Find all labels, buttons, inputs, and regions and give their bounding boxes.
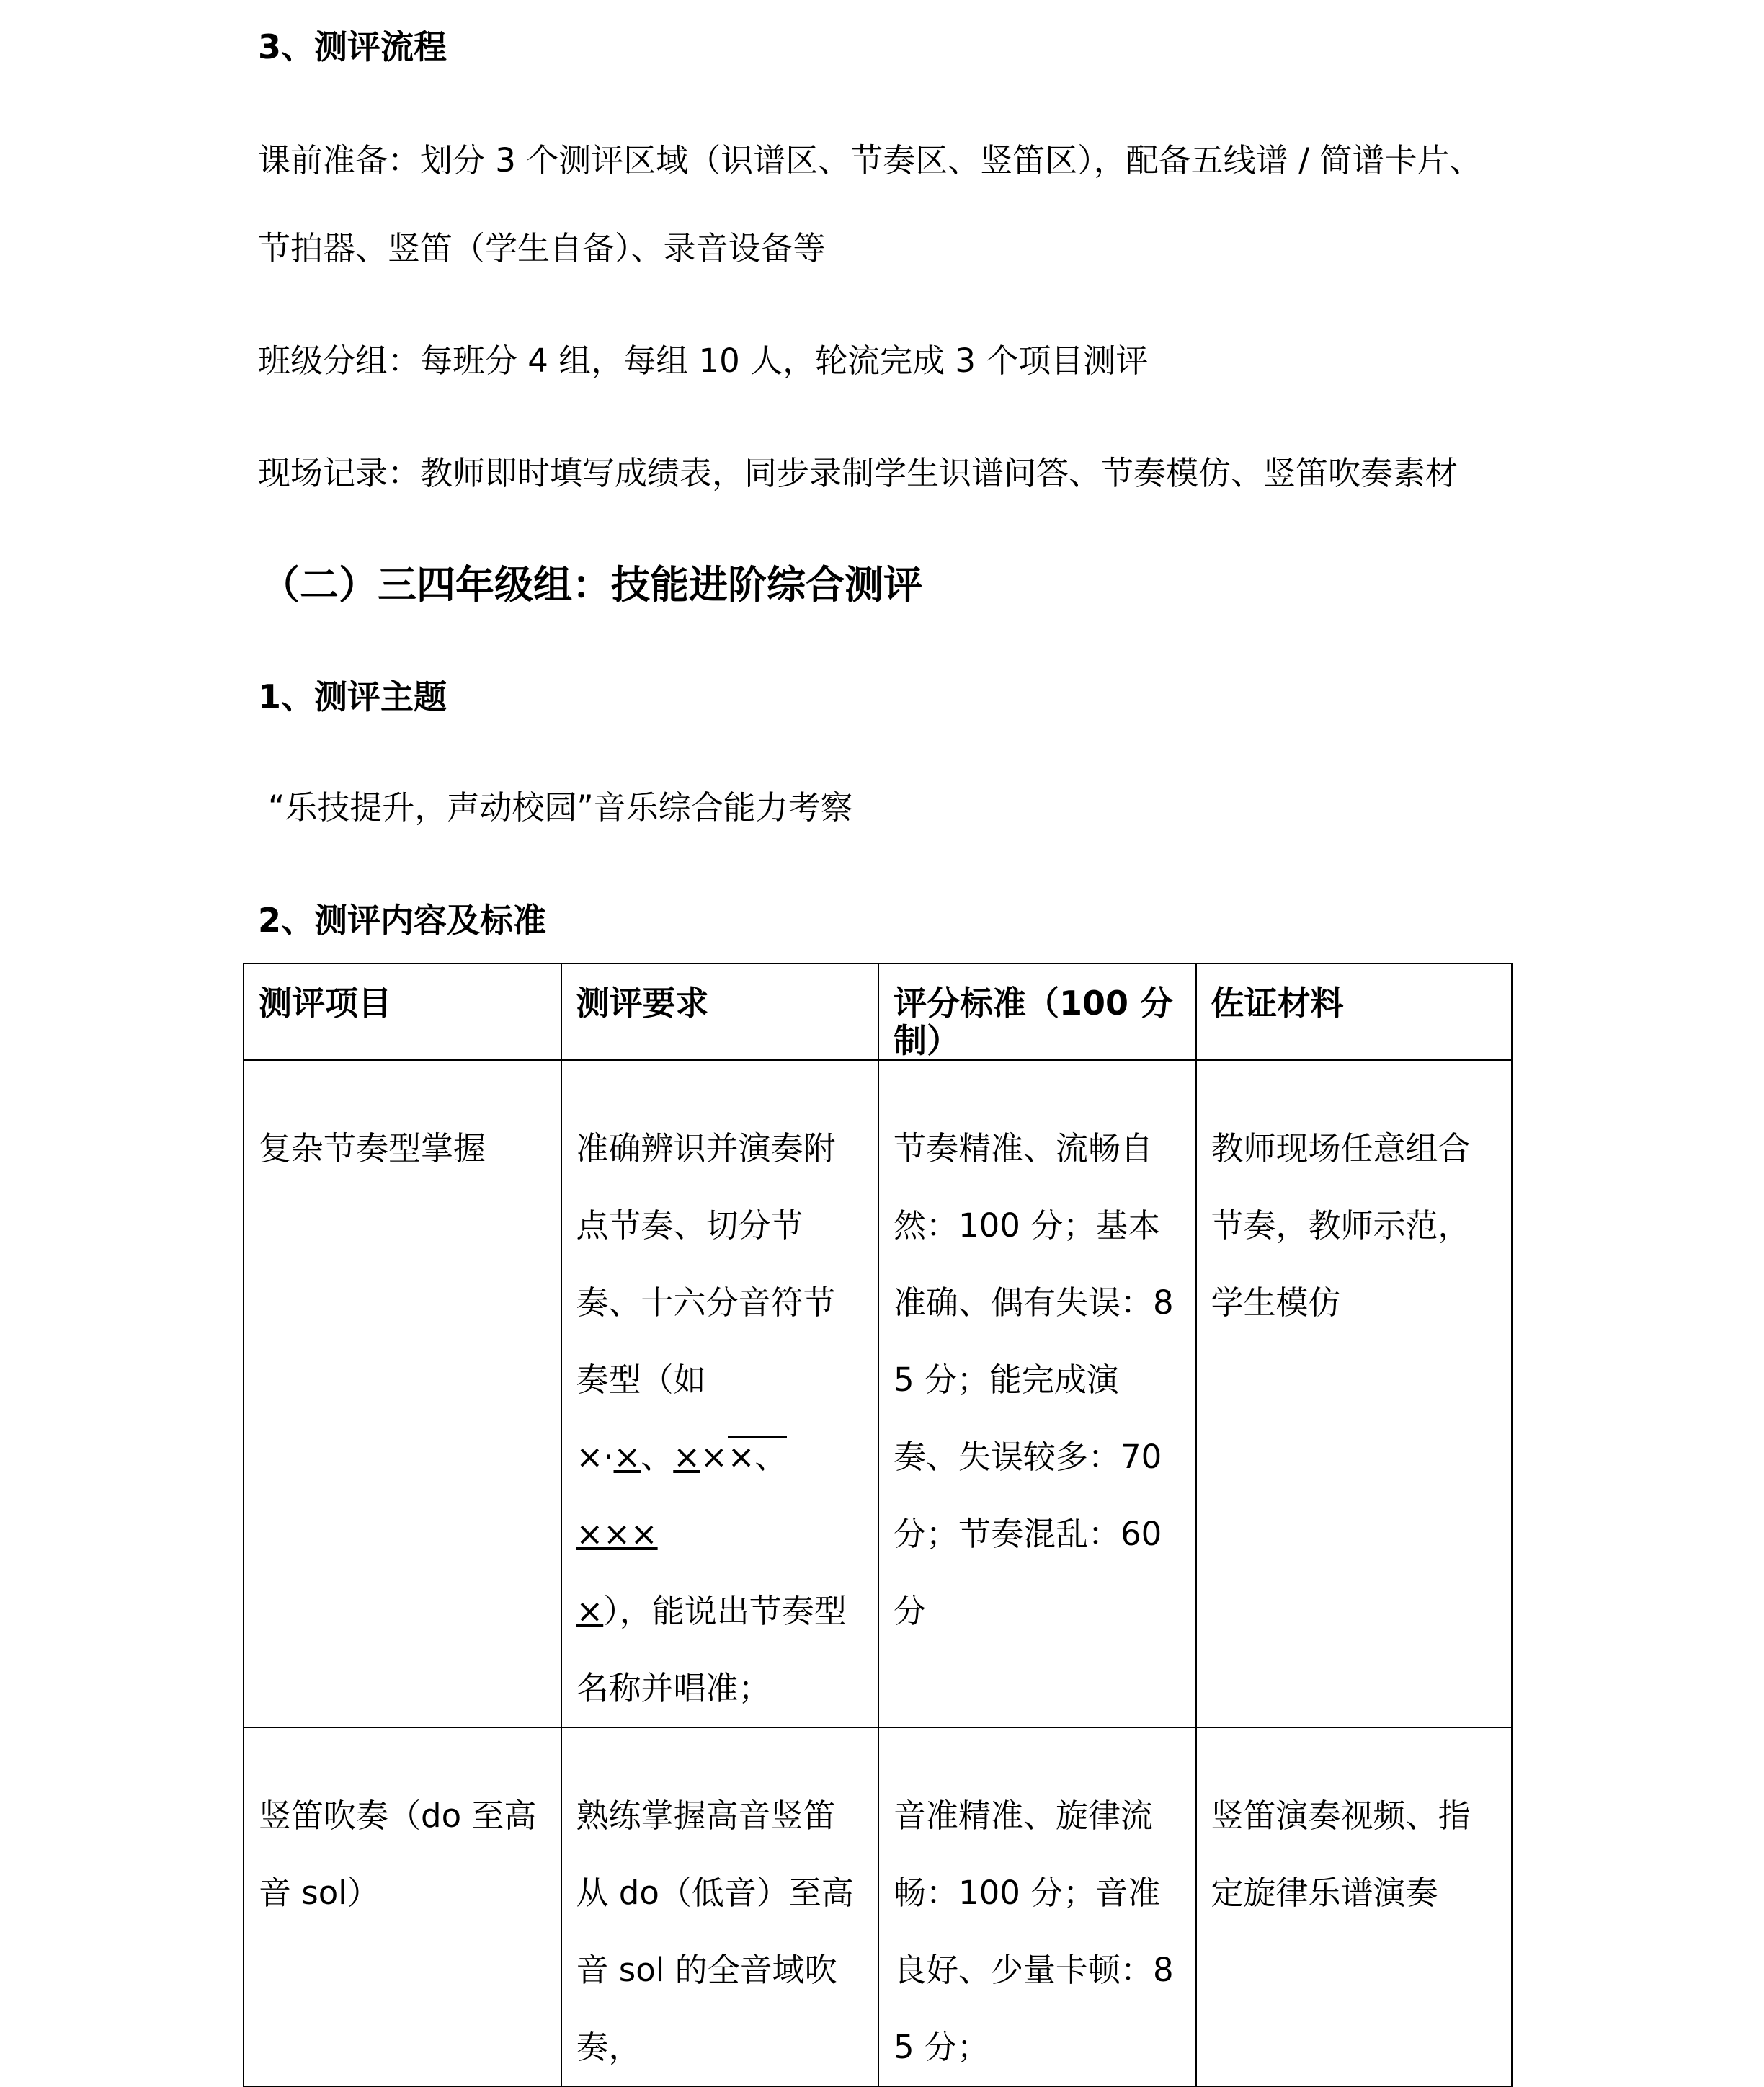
prep-paragraph-continued: 节拍器、竖笛（学生自备）、录音设备等 <box>258 229 826 267</box>
header-cell <box>1196 964 1513 1060</box>
table-cell <box>878 1060 1196 1727</box>
row-score: 音准精准、旋律流畅：100 分；音准良好、少量卡顿：85 分； <box>894 1797 1174 2066</box>
row-score: 节奏精准、流畅自然：100 分；基本准确、偶有失误：85 分；能完成演奏、失误较多：70 分；节奏混乱：60 分 <box>894 1129 1174 1630</box>
table-header-row <box>244 964 1512 1060</box>
row-evidence: 教师现场任意组合节奏，教师示范，学生模仿 <box>1211 1129 1471 1322</box>
theme-paragraph: “乐技提升，声动校园”音乐综合能力考察 <box>268 788 853 827</box>
table-row <box>244 1727 1512 2086</box>
header-requirement: 测评要求 <box>576 984 709 1023</box>
header-cell <box>244 964 561 1060</box>
criteria-table <box>243 963 1513 2087</box>
table-row <box>244 1060 1512 1727</box>
row-requirement: 熟练掌握高音竖笛从 do（低音）至高音 sol 的全音域吹奏， <box>576 1797 854 2066</box>
row-evidence: 竖笛演奏视频、指定旋律乐谱演奏 <box>1211 1797 1471 1912</box>
row-item: 复杂节奏型掌握 <box>259 1129 486 1167</box>
row-item: 竖笛吹奏（do 至高音 sol） <box>259 1797 537 1912</box>
header-cell <box>878 964 1196 1060</box>
record-paragraph: 现场记录：教师即时填写成绩表，同步录制学生识谱问答、节奏模仿、竖笛吹奏素材 <box>258 454 1458 492</box>
flow-heading: 3、测评流程 <box>258 27 447 66</box>
table-cell <box>561 1727 879 2086</box>
header-item: 测评项目 <box>259 984 391 1023</box>
table-cell <box>1196 1727 1513 2086</box>
grouping-paragraph: 班级分组：每班分 4 组，每组 10 人，轮流完成 3 个项目测评 <box>258 342 1149 380</box>
table-cell <box>244 1060 561 1727</box>
prep-paragraph: 课前准备：划分 3 个测评区域（识谱区、节奏区、竖笛区），配备五线谱 / 简谱卡片、 <box>258 141 1482 179</box>
header-cell <box>561 964 879 1060</box>
table-cell <box>1196 1060 1513 1727</box>
table-cell <box>561 1060 879 1727</box>
header-score: 评分标准（100 分制） <box>894 984 1174 1060</box>
row-requirement: 准确辨识并演奏附点节奏、切分节奏、十六分音符节奏型（如 ×·×、×××、××× ×），能说出节奏型名称并唱准； <box>576 1129 847 1707</box>
content-heading: 2、测评内容及标准 <box>258 901 547 940</box>
table-cell <box>878 1727 1196 2086</box>
header-evidence: 佐证材料 <box>1211 984 1344 1023</box>
grade34-heading: （二）三四年级组：技能进阶综合测评 <box>261 562 922 608</box>
theme-heading: 1、测评主题 <box>258 677 447 716</box>
table-cell <box>244 1727 561 2086</box>
